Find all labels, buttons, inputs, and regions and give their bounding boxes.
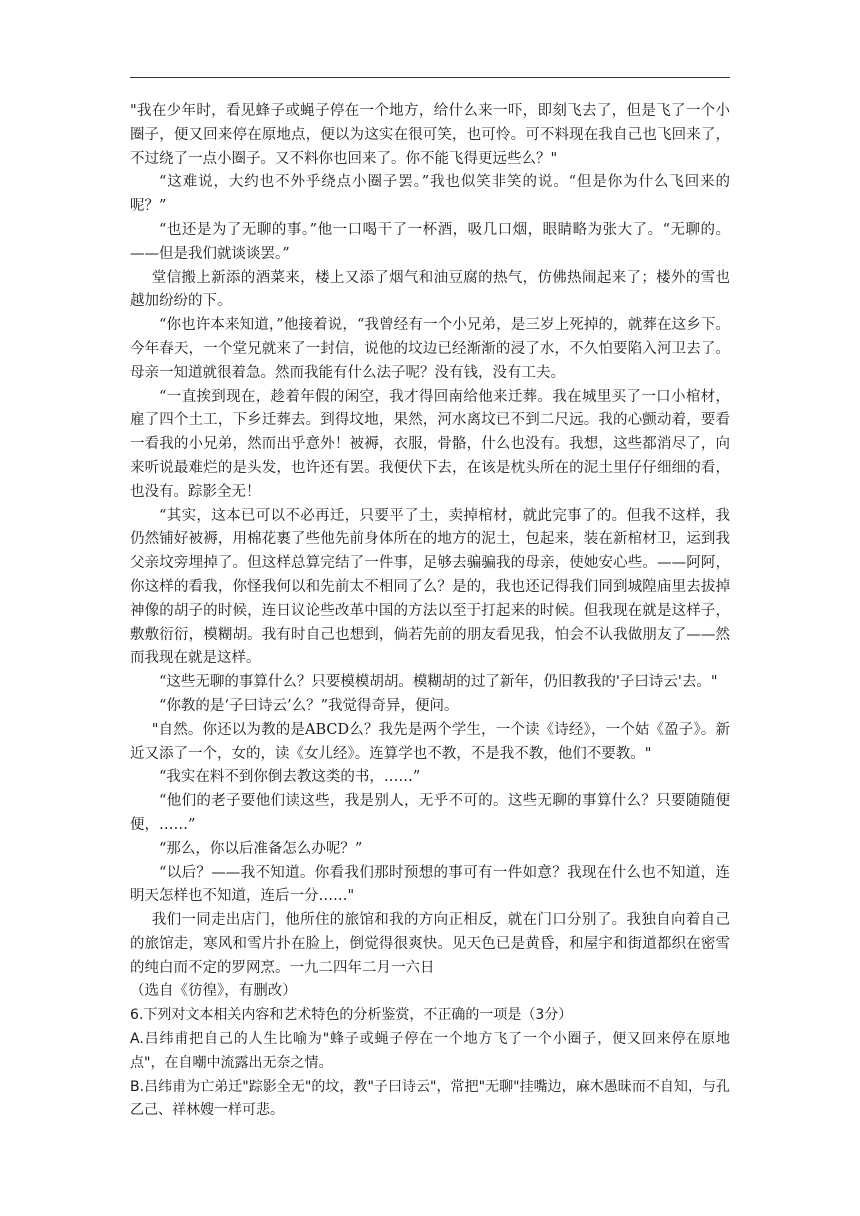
paragraph: “一直挨到现在，趁着年假的闲空，我才得回南给他来迁葬。我在城里买了一口小棺材，雇了四个土工，下乡迁葬去。到得坟地，果然，河水离坟已不到二尺远。我的心颤动着，要看一看我的小兄弟，然而出乎意外！被褥，衣服，骨骼，什么也没有。我想，这些都消尽了，向来听说最难烂的是头发，也许还有罢。我便伏下去，在该是枕头所在的泥土里仔仔细细的看，也没有。踪影全无！	[130, 388, 730, 500]
paragraph: “其实，这本已可以不必再迁，只要平了土，卖掉棺材，就此完事了的。但我不这样，我仍然铺好被褥，用棉花裹了些他先前身体所在的地方的泥土，包起来，装在新棺材卫，运到我父亲坟旁埋掉了。但这样总算完结了一件事，足够去骗骗我的母亲，使她安心些。——阿阿，你这样的看我，你怪我何以和先前太不相同了么？是的，我也还记得我们同到城隍庙里去拔掉神像的胡子的时候，连日议论些改革中国的方法以至于打起来的时候。但我现在就是这样子，敷敷衍衍，模糊胡。我有时自己也想到，倘若先前的朋友看见我，怕会不认我做朋友了——然而我现在就是这样。	[130, 507, 730, 667]
option-a: A.吕纬甫把自己的人生比喻为"蜂子或蝇子停在一个地方飞了一个小圈子，便又回来停在原地点"，在自嘲中流露出无奈之情。	[130, 1031, 730, 1071]
paragraph: “以后？——我不知道。你看我们那时预想的事可有一件如意？我现在什么也不知道，连明天怎样也不知道，连后一分……"	[130, 864, 730, 905]
source-note: （选自《彷徨》，有删改）	[130, 983, 297, 1000]
paragraph: “你教的是‘子曰诗云’么？”我觉得奇异，便问。	[159, 697, 459, 714]
option-b: B.吕纬甫为亡弟迁"踪影全无"的坟，教"子曰诗云"，常把"无聊"挂嘴边，麻木愚昧而不自知，与孔乙己、祥林嫂一样可悲。	[130, 1078, 730, 1119]
paragraph: “我实在料不到你倒去教这类的书，……”	[159, 769, 421, 786]
document-body	[130, 100, 730, 1123]
paragraph: “他们的老子要他们读这些，我是别人，无乎不可的。这些无聊的事算什么？只要随随便便，……”	[130, 793, 730, 833]
paragraph: 我们一同走出店门，他所住的旅馆和我的方向正相反，就在门口分别了。我独自向着自己的旅馆走，寒风和雪片扑在脸上，倒觉得很爽快。见天色已是黄昏，和屋宇和街道都织在密雪的纯白而不定的罗网烹。一九二四年二月一六日	[130, 912, 730, 976]
paragraph: "我在少年时，看见蜂子或蝇子停在一个地方，给什么来一吓，即刻飞去了，但是飞了一个小圈子，便又回来停在原地点，便以为这实在很可笑，也可怜。可不料现在我自己也飞回来了，不过绕了一点小圈子。又不料你也回来了。你不能飞得更远些么？"	[130, 103, 730, 167]
paragraph: “那么，你以后准备怎么办呢？”	[159, 840, 363, 857]
paragraph: 堂信搬上新添的酒菜来，楼上又添了烟气和油豆腐的热气，仿佛热闹起来了；楼外的雪也越加纷纷的下。	[130, 269, 730, 310]
paragraph: "自然。你还以为教的是ABCD么？我先是两个学生，一个读《诗经》，一个姑《盈子》。新近又添了一个，女的，读《女儿经》。连算学也不教，不是我不教，他们不要教。"	[130, 721, 730, 762]
paragraph: “这些无聊的事算什么？只要模模胡胡。模糊胡的过了新年，仍旧教我的'子曰诗云'去。"	[159, 674, 718, 691]
question-title: 6.下列对文本相关内容和艺术特色的分析鉴赏，不正确的一项是（3分）	[130, 1007, 573, 1024]
header-rule	[130, 77, 730, 78]
paragraph: “这难说，大约也不外乎绕点小圈子罢。”我也似笑非笑的说。“但是你为什么飞回来的呢？”	[130, 174, 730, 215]
paragraph: “也还是为了无聊的事。”他一口喝干了一杯酒，吸几口烟，眼睛略为张大了。“无聊的。——但是我们就谈谈罢。”	[130, 221, 730, 262]
paragraph: “你也许本来知道，”他接着说，“我曾经有一个小兄弟，是三岁上死掉的，就葬在这乡下。今年春天，一个堂兄就来了一封信，说他的坟边已经渐渐的浸了水，不久怕要陷入河卫去了。母亲一知道就很着急。然而我能有什么法子呢？没有钱，没有工夫。	[130, 317, 730, 381]
